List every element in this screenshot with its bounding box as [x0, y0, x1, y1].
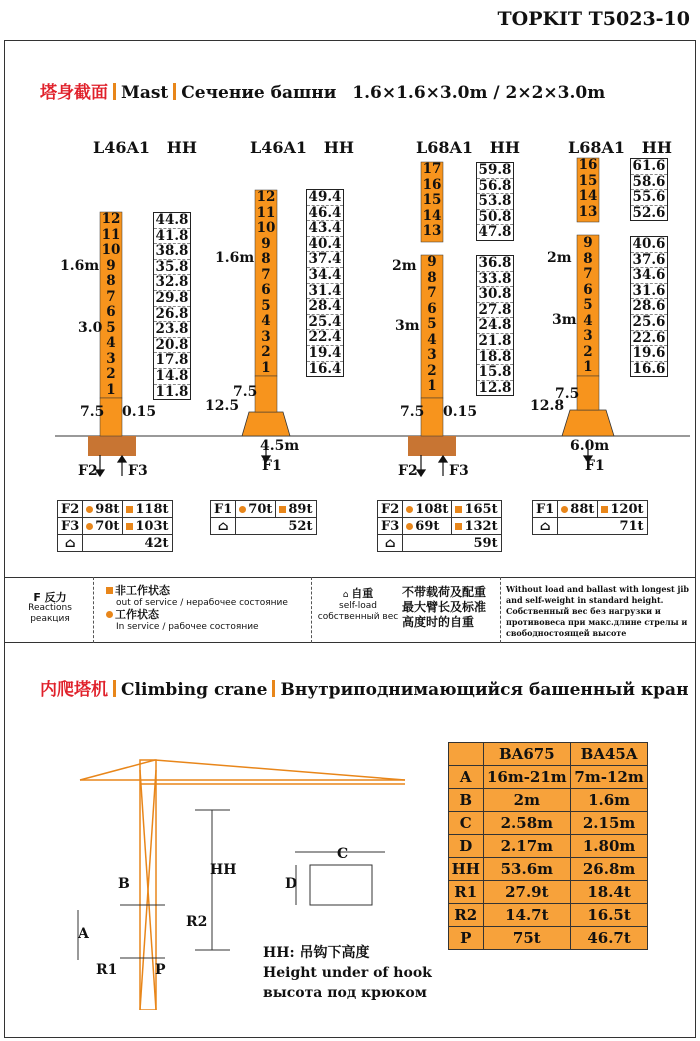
- section-number: 15: [422, 192, 442, 208]
- mast-2-base-width: 4.5m: [260, 438, 300, 454]
- section-number: 1: [427, 378, 437, 394]
- hook-height: 24.8: [478, 317, 512, 334]
- table-header: [449, 743, 484, 766]
- table-cell: 7m-12m: [571, 766, 648, 789]
- table-cell: R1: [449, 881, 484, 904]
- table-row: [449, 927, 648, 950]
- mast-4-reaction-table: F1 88t 120t ⌂ 71t: [532, 500, 648, 535]
- table-cell: 2.17m: [483, 835, 571, 858]
- table-cell: 26.8m: [571, 858, 648, 881]
- mast-1-height-list: [153, 212, 191, 400]
- mast-1-bottom-height: 7.5: [80, 404, 105, 420]
- hook-height: 28.4: [308, 298, 342, 315]
- table-cell: 2.58m: [483, 812, 571, 835]
- section-number: 11: [256, 204, 276, 221]
- hook-height: 28.6: [632, 298, 666, 315]
- section-number: 6: [261, 282, 271, 298]
- section-number: 11: [101, 226, 121, 243]
- mast-2-section-numbers: [255, 190, 277, 376]
- hook-height: 14.8: [155, 367, 189, 384]
- self-load-icon: ⌂: [342, 590, 349, 600]
- section-number: 2: [261, 344, 271, 360]
- section-number: 1: [106, 381, 116, 398]
- section-number: 9: [106, 257, 116, 274]
- section-number: 12: [101, 211, 121, 227]
- section-number: 10: [101, 242, 121, 258]
- mast-3-model: L68A1 HH: [416, 138, 521, 157]
- legend-states: 非工作状态 out of service / нерабочее состояние 工作状态 In service / рабочее состояние: [106, 585, 288, 633]
- mast-2-reaction-table: F1 70t 89t ⌂ 52t: [210, 500, 317, 535]
- section-number: 10: [256, 220, 276, 236]
- section-number: 1: [261, 359, 271, 376]
- climb-label-a: A: [78, 926, 89, 942]
- hook-height: 19.4: [308, 344, 342, 361]
- hook-height: 46.4: [308, 204, 342, 221]
- legend-reactions: F 反力 Reactions реакция: [28, 591, 72, 624]
- hook-height: 50.8: [478, 208, 512, 225]
- hook-height: 31.4: [308, 282, 342, 299]
- climb-label-r1: R1: [96, 962, 118, 978]
- table-row: [449, 766, 648, 789]
- hook-height: 34.4: [308, 266, 342, 283]
- mast-1-section-numbers: [100, 212, 122, 398]
- mast-3-offset: 0.15: [443, 404, 478, 420]
- table-cell: 1.80m: [571, 835, 648, 858]
- section-number: 5: [261, 297, 271, 314]
- section-number: 4: [583, 312, 593, 329]
- climb-label-c: C: [337, 846, 349, 862]
- table-row: [449, 858, 648, 881]
- section-number: 8: [427, 269, 437, 286]
- mast-spec: 1.6×1.6×3.0m / 2×2×3.0m: [352, 83, 606, 103]
- section-number: 4: [261, 313, 271, 329]
- table-header: BA45A: [571, 743, 648, 766]
- table-row: [449, 789, 648, 812]
- hook-height: 17.8: [155, 352, 189, 369]
- mast-4-top-section-numbers: [577, 158, 599, 220]
- mast-4-force-f1: F1: [585, 458, 605, 474]
- mast-4-section-height: 3m: [552, 312, 577, 328]
- mast-2-model: L46A1 HH: [250, 138, 355, 157]
- table-cell: 75t: [483, 927, 571, 950]
- legend-self-load: ⌂ 自重 self-load собственный вес: [317, 587, 399, 622]
- hook-height: 31.6: [632, 282, 666, 299]
- hook-height: 16.4: [308, 360, 342, 377]
- hook-height: 22.4: [308, 329, 342, 346]
- table-row: [449, 904, 648, 927]
- hook-height: 12.8: [478, 379, 512, 396]
- hook-height: 25.4: [308, 313, 342, 330]
- section-number: 3: [261, 328, 271, 345]
- mast-1-reaction-table: F2 98t 118t F3 70t 103t ⌂ 42t: [57, 500, 173, 552]
- hook-height: 47.8: [478, 224, 512, 241]
- section-number: 7: [427, 285, 437, 301]
- section-number: 13: [578, 203, 598, 220]
- mast-2-force-f1: F1: [262, 458, 282, 474]
- hook-height: 59.8: [478, 162, 512, 178]
- table-cell: 2.15m: [571, 812, 648, 835]
- hook-height: 56.8: [478, 177, 512, 194]
- climb-label-p: P: [155, 962, 166, 978]
- section-number: 1: [583, 359, 593, 375]
- hook-height: 37.4: [308, 251, 342, 268]
- mast-2-h1: 7.5: [233, 384, 258, 400]
- section-number: 2: [583, 343, 593, 360]
- climb-section-title: 内爬塔机 Climbing crane Внутриподнимающийся башенный кран: [40, 680, 689, 700]
- document-title: TOPKIT T5023-10: [497, 8, 690, 30]
- mast-3-force-f3: F3: [449, 463, 469, 479]
- hook-height: 32.8: [155, 274, 189, 291]
- mast-3-foundation: [408, 436, 456, 456]
- hook-height: 35.8: [155, 258, 189, 275]
- table-cell: 18.4t: [571, 881, 648, 904]
- hook-height: 37.6: [632, 251, 666, 268]
- section-number: 6: [106, 304, 116, 320]
- mast-3-section-height: 3m: [395, 318, 420, 334]
- table-cell: 53.6m: [483, 858, 571, 881]
- table-cell: 14.7t: [483, 904, 571, 927]
- mast-4-top-height-list: [630, 158, 668, 221]
- hook-height: 29.8: [155, 289, 189, 306]
- table-cell: B: [449, 789, 484, 812]
- mast-title-en: Mast: [121, 83, 169, 103]
- section-number: 9: [427, 254, 437, 270]
- hook-height: 41.8: [155, 227, 189, 244]
- legend-note-zh: 不带载荷及配重 最大臂长及标准 高度时的自重: [402, 585, 487, 629]
- section-number: 15: [578, 172, 598, 189]
- mast-1-force-f3: F3: [128, 463, 148, 479]
- table-cell: A: [449, 766, 484, 789]
- climb-label-hh: HH: [210, 862, 237, 878]
- mast-1-section-height: 3.0: [78, 320, 103, 336]
- section-number: 4: [106, 335, 116, 351]
- hook-height: 40.4: [308, 235, 342, 252]
- mast-2-section-length: 1.6m: [215, 250, 255, 266]
- hook-height: 30.8: [478, 286, 512, 303]
- hook-height: 49.4: [308, 189, 342, 205]
- hook-height: 40.6: [632, 236, 666, 252]
- table-cell: 16.5t: [571, 904, 648, 927]
- table-row: [449, 835, 648, 858]
- mast-2-h2: 12.5: [205, 398, 240, 414]
- section-number: 14: [578, 188, 598, 204]
- section-number: 5: [583, 297, 593, 313]
- hook-height: 20.8: [155, 336, 189, 353]
- mast-3-reaction-table: F2 108t 165t F3 69t 132t ⌂ 59t: [377, 500, 502, 552]
- section-number: 16: [422, 176, 442, 193]
- mast-4-height-list: [630, 236, 668, 377]
- climbing-spec-table: [448, 742, 648, 950]
- mast-title-ru: Сечение башни: [181, 83, 337, 103]
- mast-3-section-numbers: [421, 255, 443, 395]
- hook-height: 25.6: [632, 313, 666, 330]
- hook-height: 53.8: [478, 193, 512, 210]
- section-number: 8: [583, 250, 593, 267]
- mast-1-force-f2: F2: [78, 463, 98, 479]
- hook-height: 44.8: [155, 212, 189, 228]
- hook-height: 36.8: [478, 255, 512, 271]
- section-number: 9: [261, 235, 271, 252]
- hook-height: 58.6: [632, 173, 666, 190]
- mast-3-top-section-numbers: [421, 162, 443, 240]
- section-number: 3: [427, 347, 437, 363]
- section-number: 7: [261, 266, 271, 283]
- table-cell: 2m: [483, 789, 571, 812]
- mast-3-top-height-list: [476, 162, 514, 241]
- mast-title-zh: 塔身截面: [40, 83, 108, 103]
- mast-4-section-numbers: [577, 236, 599, 376]
- mast-3-height-list: [476, 255, 514, 396]
- section-number: 3: [106, 350, 116, 367]
- hook-height: 26.8: [155, 305, 189, 322]
- section-number: 6: [583, 281, 593, 298]
- mast-1-model: L46A1 HH: [93, 138, 198, 157]
- table-cell: 16m-21m: [483, 766, 571, 789]
- section-number: 7: [106, 288, 116, 305]
- section-number: 8: [106, 273, 116, 289]
- table-row: [449, 881, 648, 904]
- table-cell: 27.9t: [483, 881, 571, 904]
- hook-height: 11.8: [155, 383, 189, 400]
- hook-height: 15.8: [478, 364, 512, 381]
- hook-height: 22.6: [632, 329, 666, 346]
- mast-4-base-width: 6.0m: [570, 438, 610, 454]
- table-cell: R2: [449, 904, 484, 927]
- table-header: BA675: [483, 743, 571, 766]
- mast-3-force-f2: F2: [398, 463, 418, 479]
- section-number: 4: [427, 331, 437, 348]
- mast-3-bottom-height: 7.5: [400, 404, 425, 420]
- hook-height: 21.8: [478, 332, 512, 349]
- table-cell: C: [449, 812, 484, 835]
- mast-1-offset: 0.15: [122, 404, 157, 420]
- section-number: 6: [427, 300, 437, 317]
- section-number: 2: [106, 366, 116, 382]
- section-number: 17: [422, 161, 442, 177]
- hook-height: 27.8: [478, 301, 512, 318]
- mast-4-section-length: 2m: [547, 250, 572, 266]
- section-number: 14: [422, 207, 442, 224]
- table-row: [449, 812, 648, 835]
- section-number: 9: [583, 235, 593, 251]
- mast-1-section-length: 1.6m: [60, 258, 100, 274]
- table-cell: 1.6m: [571, 789, 648, 812]
- climb-label-r2: R2: [186, 914, 208, 930]
- table-cell: 46.7t: [571, 927, 648, 950]
- section-number: 16: [578, 157, 598, 173]
- mast-2-height-list: [306, 189, 344, 377]
- hook-height: 34.6: [632, 267, 666, 284]
- mast-2-cross-base: [242, 412, 290, 436]
- section-number: 5: [427, 316, 437, 332]
- climb-label-b: B: [118, 876, 130, 892]
- mast-1-foundation: [88, 436, 136, 456]
- hook-height: 61.6: [632, 158, 666, 174]
- hh-definition: HH: 吊钩下高度 Height under of hook высота под крюком: [263, 945, 432, 1001]
- hook-height: 16.6: [632, 360, 666, 377]
- mast-4-model: L68A1 HH: [568, 138, 673, 157]
- hook-height: 23.8: [155, 321, 189, 338]
- mast-4-h2: 12.8: [530, 398, 565, 414]
- hook-height: 38.8: [155, 243, 189, 260]
- legend-note-en: Without load and ballast with longest jib and self-weight in standard height. Собственный вес без нагрузки и противовеса при макс.длине стрелы и свободностоящей высоте: [506, 584, 689, 638]
- table-cell: HH: [449, 858, 484, 881]
- section-number: 13: [422, 223, 442, 239]
- hook-height: 52.6: [632, 204, 666, 221]
- section-number: 8: [261, 251, 271, 267]
- table-cell: D: [449, 835, 484, 858]
- hook-height: 55.6: [632, 189, 666, 206]
- mast-4-h1: 7.5: [555, 386, 580, 402]
- section-number: 2: [427, 362, 437, 379]
- section-number: 5: [106, 319, 116, 336]
- hook-height: 43.4: [308, 220, 342, 237]
- hook-height: 33.8: [478, 270, 512, 287]
- section-number: 3: [583, 328, 593, 344]
- hook-height: 19.6: [632, 345, 666, 362]
- climb-label-d: D: [285, 876, 298, 892]
- section-number: 7: [583, 266, 593, 282]
- table-cell: P: [449, 927, 484, 950]
- hook-height: 18.8: [478, 348, 512, 365]
- section-number: 12: [256, 189, 276, 205]
- mast-3-section-length: 2m: [392, 258, 417, 274]
